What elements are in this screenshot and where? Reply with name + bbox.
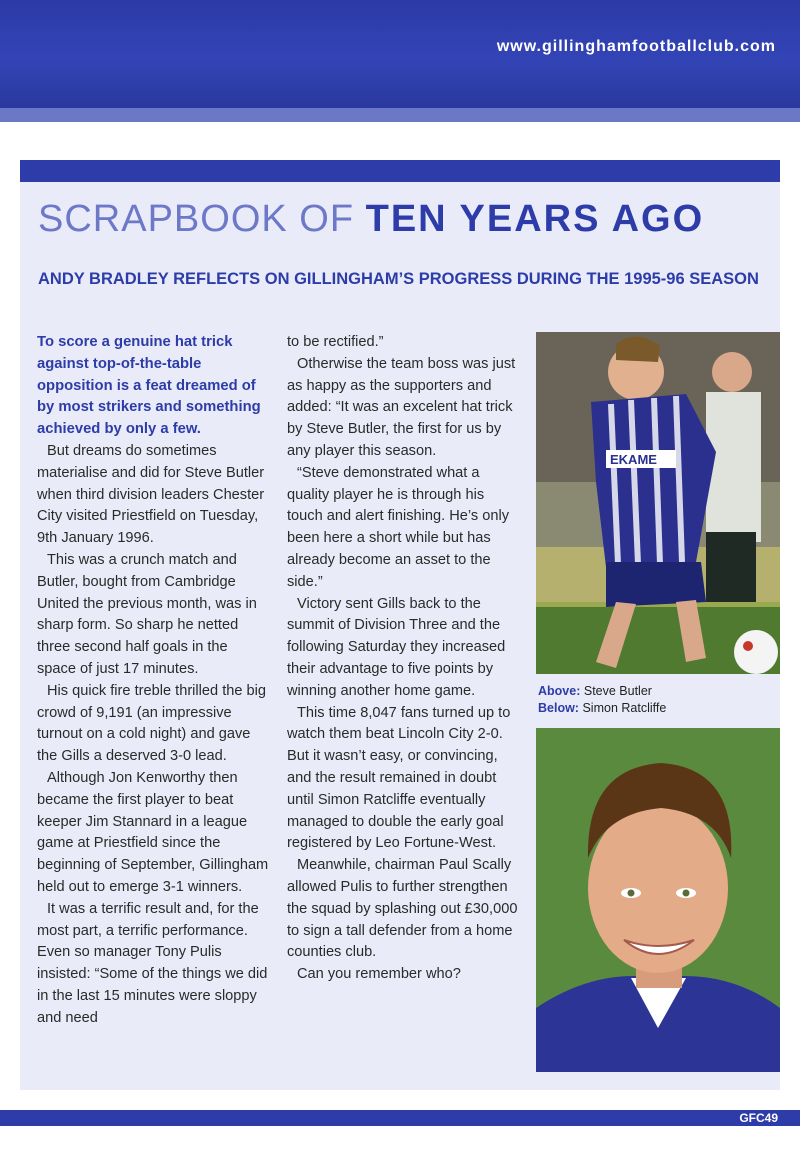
page-number: GFC49 <box>739 1111 778 1125</box>
player-action-illustration <box>536 332 780 674</box>
paragraph: Can you remember who? <box>297 966 461 983</box>
photo-caption <box>538 683 666 717</box>
text-column-1 <box>37 332 269 1030</box>
footer-band <box>0 1110 800 1126</box>
paragraph: Victory sent Gills back to the summit of Division Three and the following Saturday they increased their advantage to five points by winning another home game. <box>287 595 506 699</box>
title-bold: TEN YEARS AGO <box>365 198 705 240</box>
panel-top-bar <box>20 160 780 182</box>
paragraph: Meanwhile, chairman Paul Scally allowed Pulis to further strengthen the squad by splashing out £30,000 to sign a tall defender from a home counties club. <box>287 857 518 961</box>
paragraph: His quick fire treble thrilled the big crowd of 9,191 (an impressive turnout on a cold night) and gave the Gills a deserved 3-0 lead. <box>37 682 267 765</box>
paragraph: This was a crunch match and Butler, bought from Cambridge United the previous month, was in sharp form. So sharp he netted three second half goals in the space of just 17 minutes. <box>37 551 257 677</box>
paragraph: It was a terrific result and, for the most part, a terrific performance. Even so manager Tony Pulis insisted: “Some of the things we did in the last 15 minutes were sloppy and need <box>37 900 268 1026</box>
header-stripe <box>0 108 800 122</box>
photo-steve-butler <box>536 332 780 674</box>
shirt-sponsor-text: EKAME <box>610 452 657 467</box>
text-column-2 <box>287 332 519 986</box>
title-light: SCRAPBOOK OF <box>38 198 355 240</box>
caption-below-label: Below: <box>538 701 579 715</box>
lede: To score a genuine hat trick against top-of-the-table opposition is a feat dreamed of by most strikers and something achieved by only a few. <box>37 334 261 438</box>
caption-above-name: Steve Butler <box>583 684 652 698</box>
paragraph: This time 8,047 fans turned up to watch them beat Lincoln City 2-0. But it wasn’t easy, or convincing, and the result remained in doubt until Simon Ratcliffe eventually managed to double the early goal registered by Leo Fortune-West. <box>287 704 511 852</box>
caption-above-label: Above: <box>538 684 581 698</box>
photo-simon-ratcliffe <box>536 728 780 1072</box>
paragraph: to be rectified.” <box>287 334 384 350</box>
subtitle: ANDY BRADLEY REFLECTS ON GILLINGHAM’S PROGRESS DURING THE 1995-96 SEASON <box>38 270 759 288</box>
caption-below-name: Simon Ratcliffe <box>582 701 667 715</box>
paragraph: Although Jon Kenworthy then became the first player to beat keeper Jim Stannard in a league game at Priestfield since the beginning of September, Gillingham held out to emerge 3-1 winners. <box>37 769 269 895</box>
paragraph: “Steve demonstrated what a quality player he is through his touch and alert finishing. He’s only been here a short while but has already become an asset to the side.” <box>287 464 510 590</box>
page-title <box>38 198 704 241</box>
player-portrait-illustration <box>536 728 780 1072</box>
site-url: www.gillinghamfootballclub.com <box>496 38 776 55</box>
paragraph: Otherwise the team boss was just as happy as the supporters and added: “It was an excelent hat trick by Steve Butler, the first for us by any player this season. <box>287 355 516 459</box>
paragraph: But dreams do sometimes materialise and did for Steve Butler when third division leaders Chester City visited Priestfield on Tuesday, 9th January 1996. <box>37 442 265 547</box>
